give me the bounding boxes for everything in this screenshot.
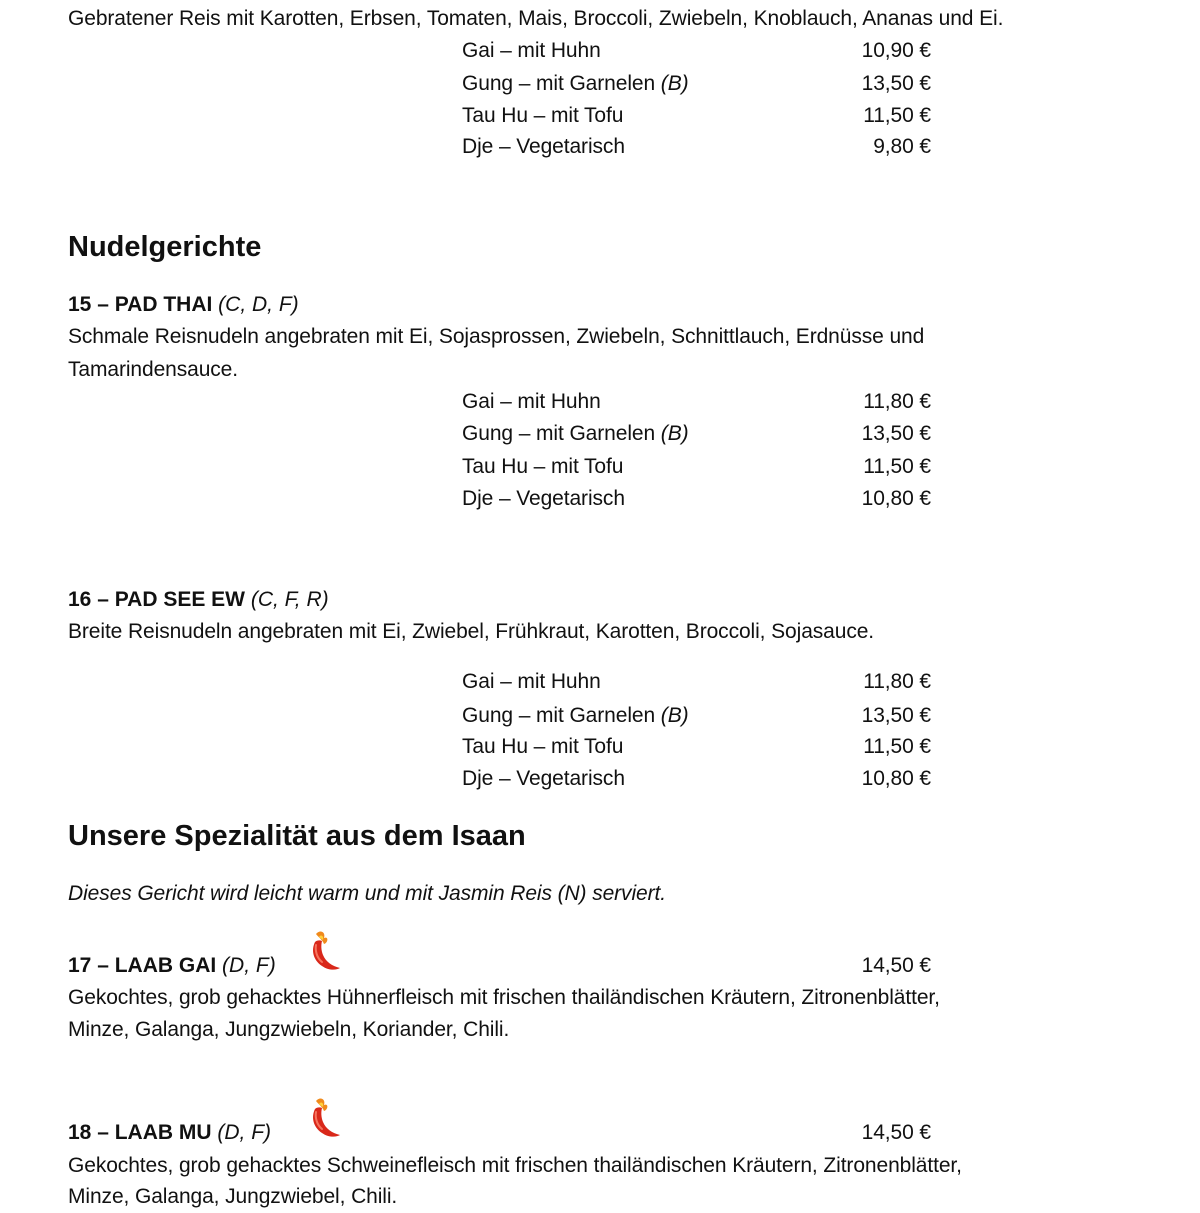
option-label: Tau Hu – mit Tofu — [462, 455, 624, 478]
option-label: Gai – mit Huhn — [462, 670, 601, 693]
option-price: 11,50 € — [863, 735, 931, 758]
option-label: Dje – Vegetarisch — [462, 767, 625, 790]
option-label: Gai – mit Huhn — [462, 39, 601, 62]
option-label: Dje – Vegetarisch — [462, 487, 625, 510]
option-price: 13,50 € — [861, 704, 931, 727]
chili-icon — [302, 928, 342, 974]
option-label: Tau Hu – mit Tofu — [462, 735, 624, 758]
section-heading-isaan: Unsere Spezialität aus dem Isaan — [68, 820, 526, 852]
isaan-note: Dieses Gericht wird leicht warm und mit Jasmin Reis (N) serviert. — [68, 882, 666, 905]
section-heading-nudelgerichte: Nudelgerichte — [68, 231, 262, 263]
dish-description: Minze, Galanga, Jungzwiebel, Chili. — [68, 1185, 398, 1208]
dish-title-pad-see-ew: 16 – PAD SEE EW (C, F, R) — [68, 588, 329, 611]
option-price: 11,50 € — [863, 104, 931, 127]
option-label: Dje – Vegetarisch — [462, 135, 625, 158]
option-price: 11,80 € — [863, 670, 931, 693]
dish-title-laab-mu: 18 – LAAB MU (D, F) — [68, 1121, 272, 1144]
option-price: 10,80 € — [861, 767, 931, 790]
option-price: 11,80 € — [863, 390, 931, 413]
dish-title-laab-gai: 17 – LAAB GAI (D, F) — [68, 954, 276, 977]
dish-price: 14,50 € — [861, 1121, 931, 1144]
dish-description: Gekochtes, grob gehacktes Hühnerfleisch mit frischen thailändischen Kräutern, Zitronenblätter, — [68, 986, 940, 1009]
option-label: Gung – mit Garnelen (B) — [462, 72, 689, 95]
option-price: 13,50 € — [861, 422, 931, 445]
dish-title-pad-thai: 15 – PAD THAI (C, D, F) — [68, 293, 299, 316]
dish-description: Schmale Reisnudeln angebraten mit Ei, Sojasprossen, Zwiebeln, Schnittlauch, Erdnüsse und — [68, 325, 925, 348]
dish-description: Gekochtes, grob gehacktes Schweinefleisch mit frischen thailändischen Kräutern, Zitronenblätter, — [68, 1154, 962, 1177]
fried-rice-description: Gebratener Reis mit Karotten, Erbsen, Tomaten, Mais, Broccoli, Zwiebeln, Knoblauch, Ananas und Ei. — [68, 7, 1004, 30]
option-label: Gai – mit Huhn — [462, 390, 601, 413]
option-label: Tau Hu – mit Tofu — [462, 104, 624, 127]
option-price: 9,80 € — [873, 135, 931, 158]
dish-description: Minze, Galanga, Jungzwiebeln, Koriander, Chili. — [68, 1018, 510, 1041]
dish-description: Tamarindensauce. — [68, 358, 238, 381]
option-label: Gung – mit Garnelen (B) — [462, 704, 689, 727]
dish-price: 14,50 € — [861, 954, 931, 977]
option-price: 10,90 € — [861, 39, 931, 62]
chili-icon — [302, 1095, 342, 1141]
option-label: Gung – mit Garnelen (B) — [462, 422, 689, 445]
option-price: 10,80 € — [861, 487, 931, 510]
dish-description: Breite Reisnudeln angebraten mit Ei, Zwiebel, Frühkraut, Karotten, Broccoli, Sojasauce. — [68, 620, 875, 643]
option-price: 11,50 € — [863, 455, 931, 478]
option-price: 13,50 € — [861, 72, 931, 95]
